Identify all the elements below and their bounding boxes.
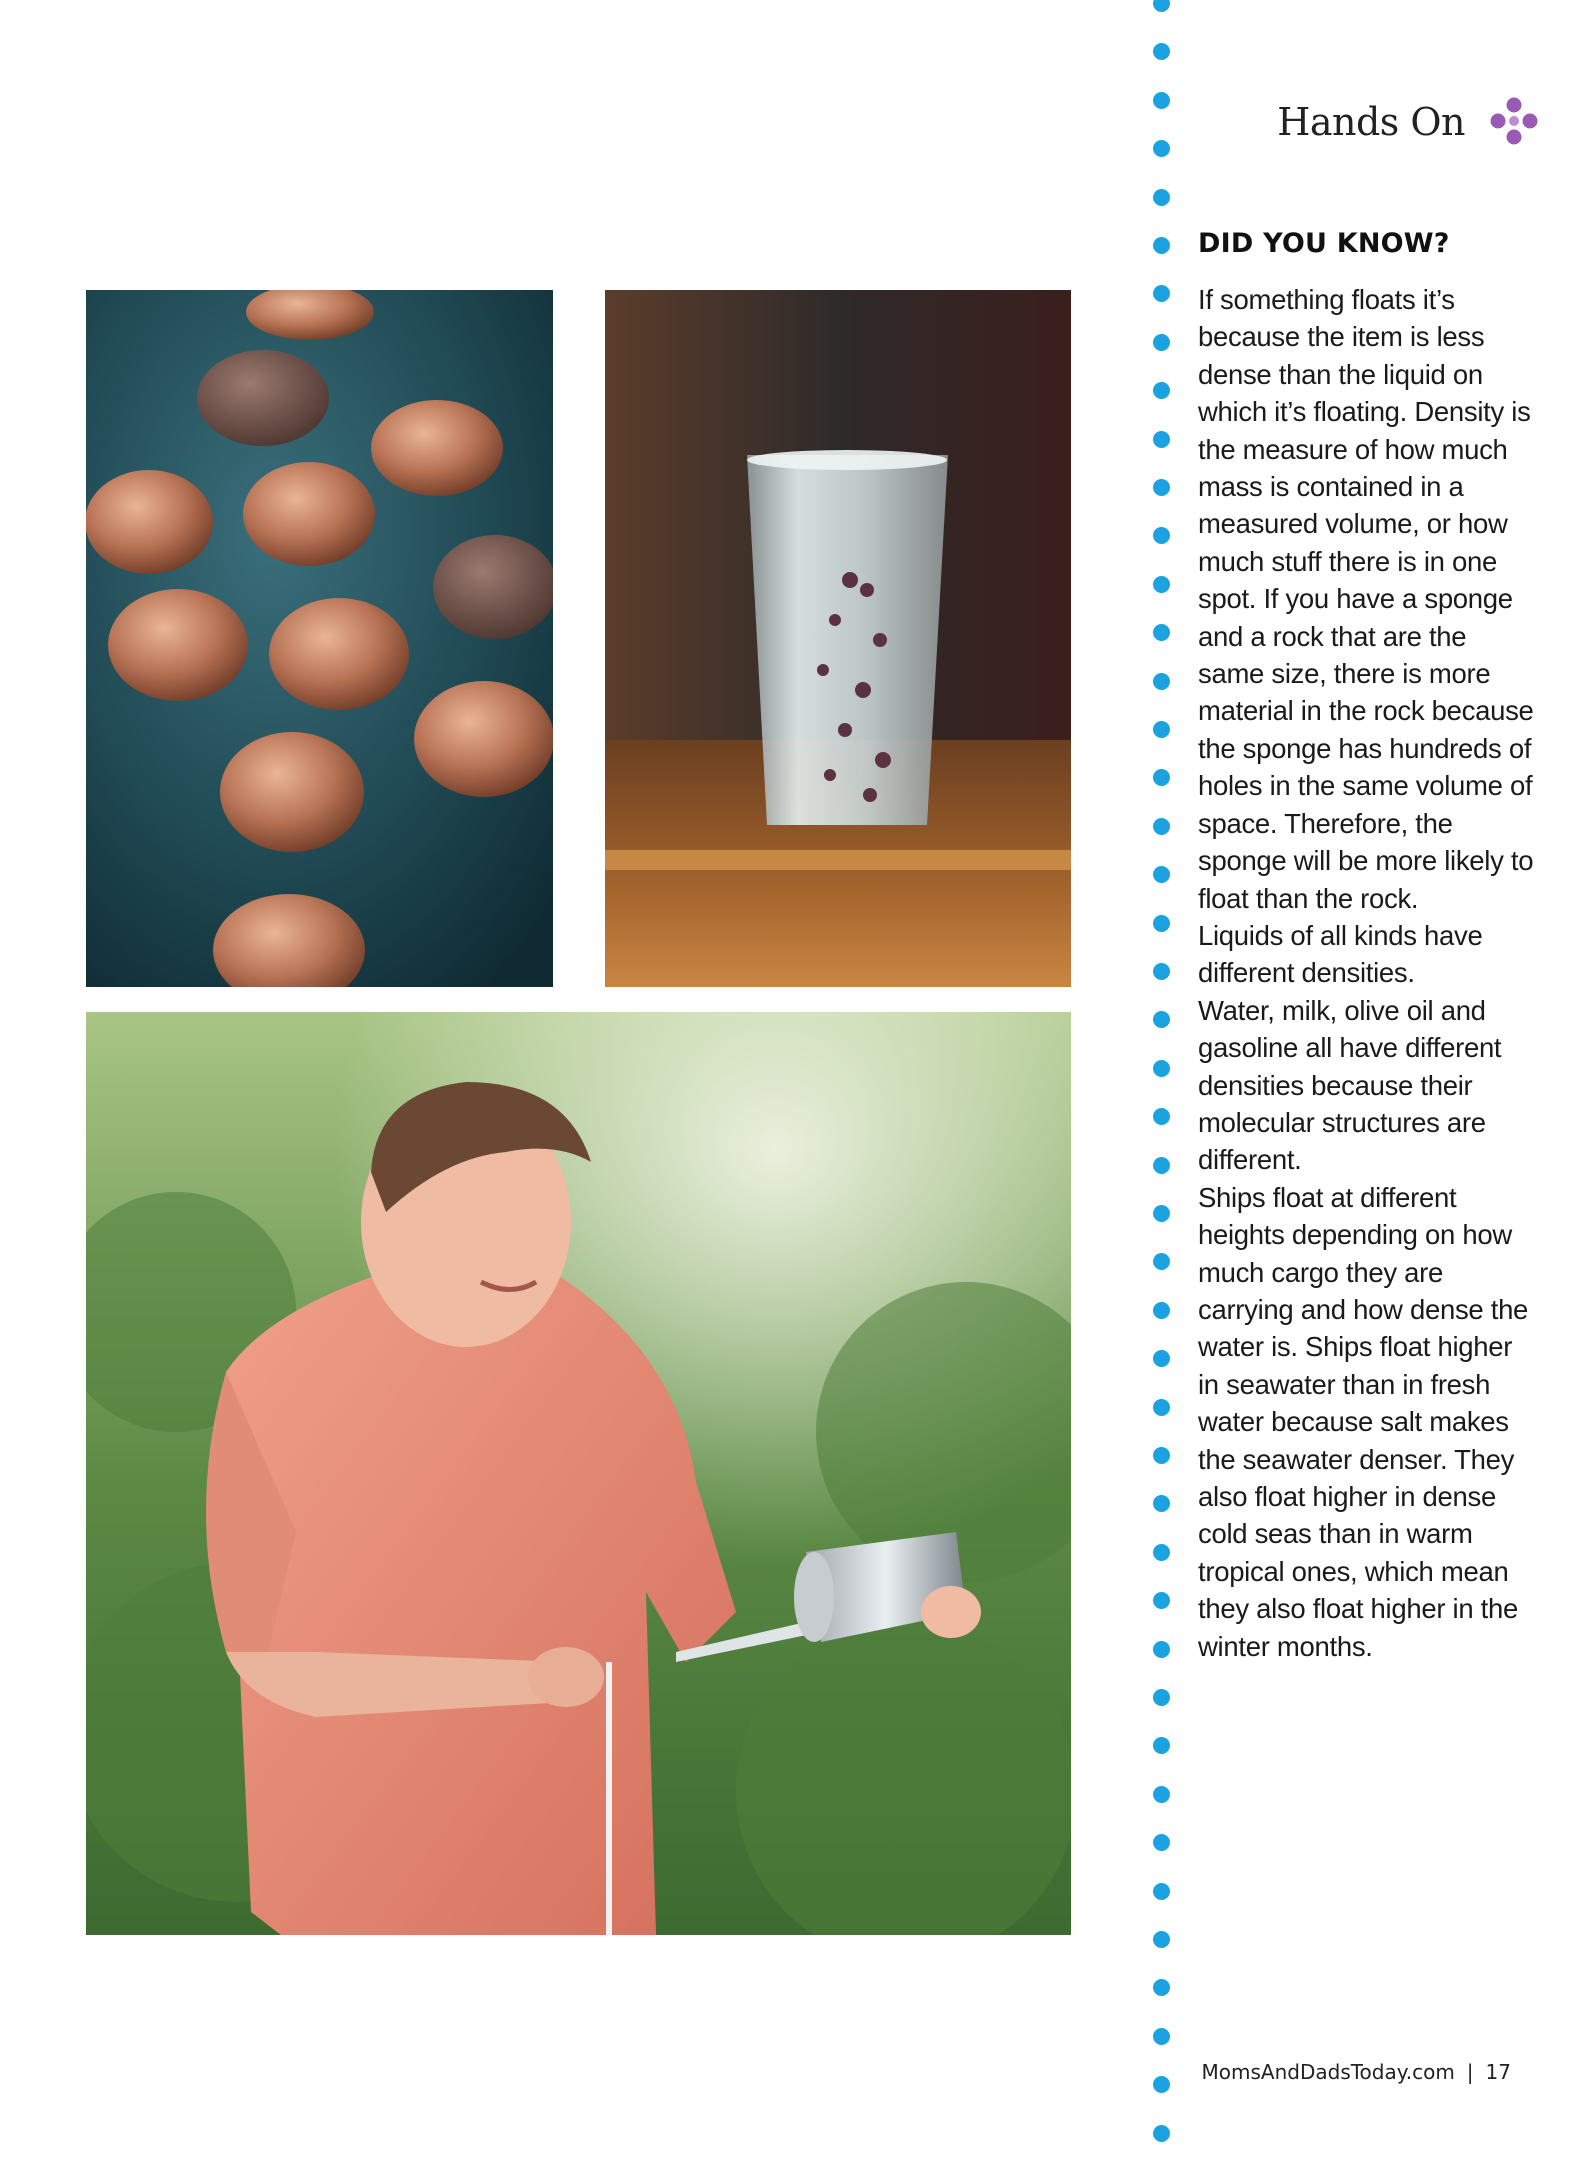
divider-dot — [1153, 2076, 1170, 2093]
glass-of-water-photo — [605, 290, 1071, 987]
dotted-divider — [1153, 0, 1173, 2167]
divider-dot — [1153, 527, 1170, 544]
divider-dot — [1153, 1108, 1170, 1125]
page-footer — [1202, 2060, 1511, 2084]
divider-dot — [1153, 818, 1170, 835]
divider-dot — [1153, 1350, 1170, 1367]
sidebar-paragraph: Water, milk, olive oil and gasoline all have different densities because their molecular structures are different. — [1198, 994, 1502, 1176]
section-title: Hands On — [1277, 100, 1465, 144]
divider-dot — [1153, 1689, 1170, 1706]
pennies-photo — [86, 290, 553, 987]
divider-dot — [1153, 285, 1170, 302]
divider-dot — [1153, 1253, 1170, 1270]
divider-dot — [1153, 43, 1170, 60]
divider-dot — [1153, 1592, 1170, 1609]
did-you-know-sidebar — [1198, 228, 1538, 1665]
divider-dot — [1153, 769, 1170, 786]
sidebar-heading: DID YOU KNOW? — [1198, 228, 1450, 259]
divider-dot — [1153, 0, 1170, 12]
divider-dot — [1153, 1157, 1170, 1174]
divider-dot — [1153, 189, 1170, 206]
divider-dot — [1153, 1399, 1170, 1416]
site-name: MomsAndDadsToday.com — [1201, 2060, 1455, 2084]
divider-dot — [1153, 2028, 1170, 2045]
divider-dot — [1153, 237, 1170, 254]
divider-dot — [1153, 1883, 1170, 1900]
divider-dot — [1153, 1834, 1170, 1851]
divider-dot — [1153, 673, 1170, 690]
divider-dot — [1153, 382, 1170, 399]
sidebar-paragraph: Liquids of all kinds have different densities. — [1198, 919, 1483, 989]
divider-dot — [1153, 140, 1170, 157]
divider-dot — [1153, 721, 1170, 738]
divider-dot — [1153, 479, 1170, 496]
divider-dot — [1153, 334, 1170, 351]
sidebar-paragraph: If something floats it’s because the item is less dense than the liquid on which it’s floating. Density is the measure of how much mass is contained in a measured volume, or how much stuff there is in one spot. If you have a sponge and a rock that are the same size, there is more material in the rock because the sponge has hundreds of holes in the same volume of space. Therefore, the sponge will be more likely to float than the rock. — [1198, 284, 1534, 914]
page-number: 17 — [1485, 2060, 1511, 2084]
divider-dot — [1153, 1641, 1170, 1658]
divider-dot — [1153, 92, 1170, 109]
divider-dot — [1153, 1011, 1170, 1028]
divider-dot — [1153, 1737, 1170, 1754]
divider-dot — [1153, 1544, 1170, 1561]
divider-dot — [1153, 624, 1170, 641]
divider-dot — [1153, 915, 1170, 932]
divider-dot — [1153, 1786, 1170, 1803]
flower-icon — [1488, 95, 1540, 147]
divider-dot — [1153, 963, 1170, 980]
divider-dot — [1153, 431, 1170, 448]
divider-dot — [1153, 866, 1170, 883]
sidebar-paragraph: Ships float at different heights depending on how much cargo they are carrying and how dense the water is. Ships float higher in seawater than in fresh water because salt makes the seawater denser. They also float higher in dense cold seas than in warm tropical ones, which mean they also float higher in the winter months. — [1198, 1181, 1529, 1662]
divider-dot — [1153, 2125, 1170, 2142]
divider-dot — [1153, 1205, 1170, 1222]
boy-with-tin-can-photo — [86, 1012, 1071, 1935]
divider-dot — [1153, 1931, 1170, 1948]
divider-dot — [1153, 1060, 1170, 1077]
footer-separator: | — [1466, 2060, 1474, 2084]
divider-dot — [1153, 1495, 1170, 1512]
divider-dot — [1153, 1302, 1170, 1319]
divider-dot — [1153, 576, 1170, 593]
divider-dot — [1153, 1447, 1170, 1464]
divider-dot — [1153, 1979, 1170, 1996]
